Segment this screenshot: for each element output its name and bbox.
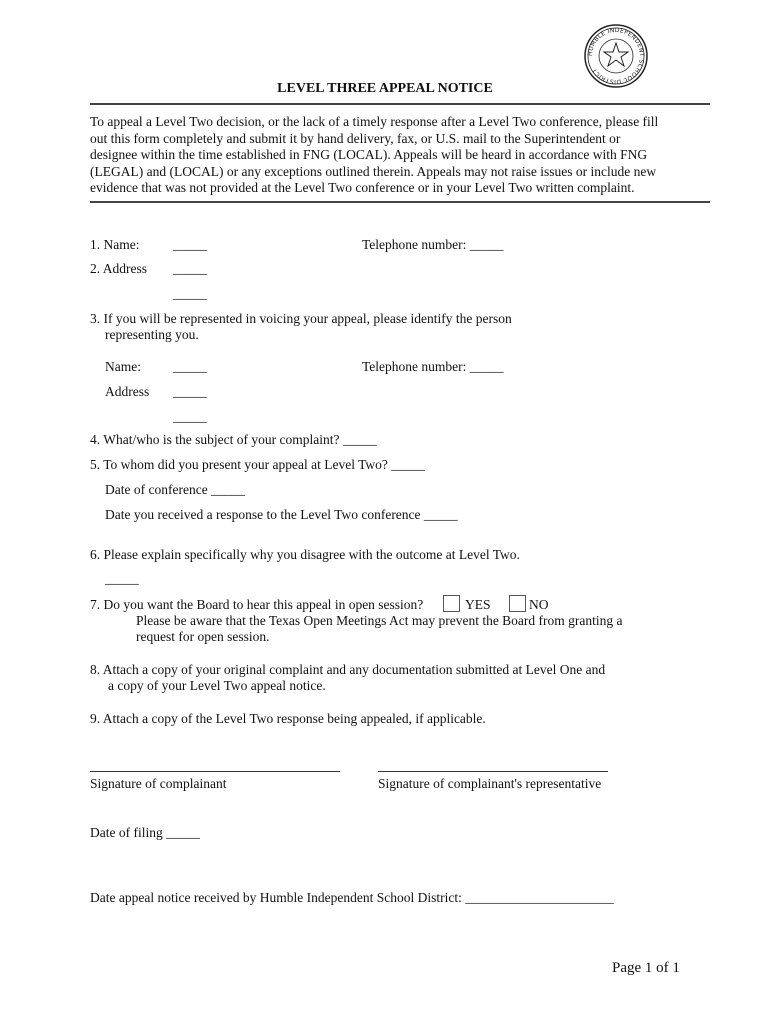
subject-question: 4. What/who is the subject of your complaint? _____ [90, 432, 377, 447]
yes-label: YES [465, 597, 491, 612]
rep-name-label: Name: [105, 359, 141, 374]
response-date-field[interactable]: _____ [423, 507, 458, 522]
name-field[interactable]: _____ [173, 237, 207, 252]
complainant-signature-label: Signature of complainant [90, 776, 227, 791]
representative-question: 3. If you will be represented in voicing your appeal, please identify the person [90, 311, 512, 326]
svg-text:HUMBLE INDEPENDENT SCHOOL DIST: HUMBLE INDEPENDENT SCHOOL DISTRICT [586, 26, 646, 86]
address-label: 2. Address [90, 261, 147, 276]
no-checkbox[interactable] [509, 595, 526, 612]
representative-question-cont: representing you. [105, 327, 199, 342]
level-two-recipient-question: 5. To whom did you present your appeal at Level Two? _____ [90, 457, 426, 472]
open-meetings-note: Please be aware that the Texas Open Meetings Act may prevent the Board from granting a [136, 613, 623, 628]
yes-checkbox[interactable] [443, 595, 460, 612]
attach-complaint-instruction-cont: a copy of your Level Two appeal notice. [108, 678, 326, 693]
received-date-label: Date appeal notice received by Humble Independent School District: ______________________ [90, 890, 614, 905]
rep-address-field-line1[interactable]: _____ [173, 384, 207, 399]
conference-date-field[interactable]: _____ [211, 482, 245, 497]
page-title: LEVEL THREE APPEAL NOTICE [277, 81, 493, 96]
conference-date-label: Date of conference _____ [105, 482, 245, 497]
attach-complaint-instruction: 8. Attach a copy of your original complaint and any documentation submitted at Level One and [90, 662, 606, 677]
open-session-question: 7. Do you want the Board to hear this appeal in open session? [90, 597, 424, 612]
address-field-line2[interactable]: _____ [173, 286, 207, 301]
received-date-field[interactable]: ______________________ [465, 890, 614, 905]
telephone-field[interactable]: _____ [469, 237, 504, 252]
date-of-filing-field[interactable]: _____ [166, 825, 200, 840]
date-of-filing-label: Date of filing _____ [90, 825, 200, 840]
open-meetings-note-cont: request for open session. [136, 629, 270, 644]
level-two-recipient-field[interactable]: _____ [391, 457, 426, 472]
district-seal-logo [584, 24, 648, 88]
rep-address-field-line2[interactable]: _____ [173, 409, 207, 424]
title-divider [90, 103, 710, 105]
complainant-signature-line[interactable] [90, 771, 340, 772]
rep-telephone-label: Telephone number: _____ [362, 359, 504, 374]
rep-name-field[interactable]: _____ [173, 359, 207, 374]
subject-field[interactable]: _____ [342, 432, 377, 447]
no-label: NO [529, 597, 549, 612]
representative-signature-line[interactable] [378, 771, 608, 772]
disagreement-field[interactable]: _____ [105, 571, 139, 586]
response-date-label: Date you received a response to the Level Two conference _____ [105, 507, 458, 522]
rep-address-label: Address [105, 384, 150, 399]
representative-signature-label: Signature of complainant's representative [378, 776, 602, 791]
attach-response-instruction: 9. Attach a copy of the Level Two response being appealed, if applicable. [90, 711, 486, 726]
telephone-label: Telephone number: _____ [362, 237, 504, 252]
page-number: Page 1 of 1 [612, 960, 680, 976]
disagreement-question: 6. Please explain specifically why you disagree with the outcome at Level Two. [90, 547, 520, 562]
intro-divider [90, 201, 710, 203]
address-field-line1[interactable]: _____ [173, 261, 207, 276]
intro-paragraph: To appeal a Level Two decision, or the lack of a timely response after a Level Two conference, please fill out this form completely and submit it by hand delivery, fax, or U.S. mail to the Superintendent or designee within the time established in FNG (LOCAL). Appeals will be heard in accordance with FNG (LEGAL) and (LOCAL) or any exceptions outlined therein. Appeals may not raise issues or include new evidence that was not provided at the Level Two conference or in your Level Two written complaint. [90, 114, 659, 196]
rep-telephone-field[interactable]: _____ [469, 359, 504, 374]
name-label: 1. Name: [90, 237, 140, 252]
